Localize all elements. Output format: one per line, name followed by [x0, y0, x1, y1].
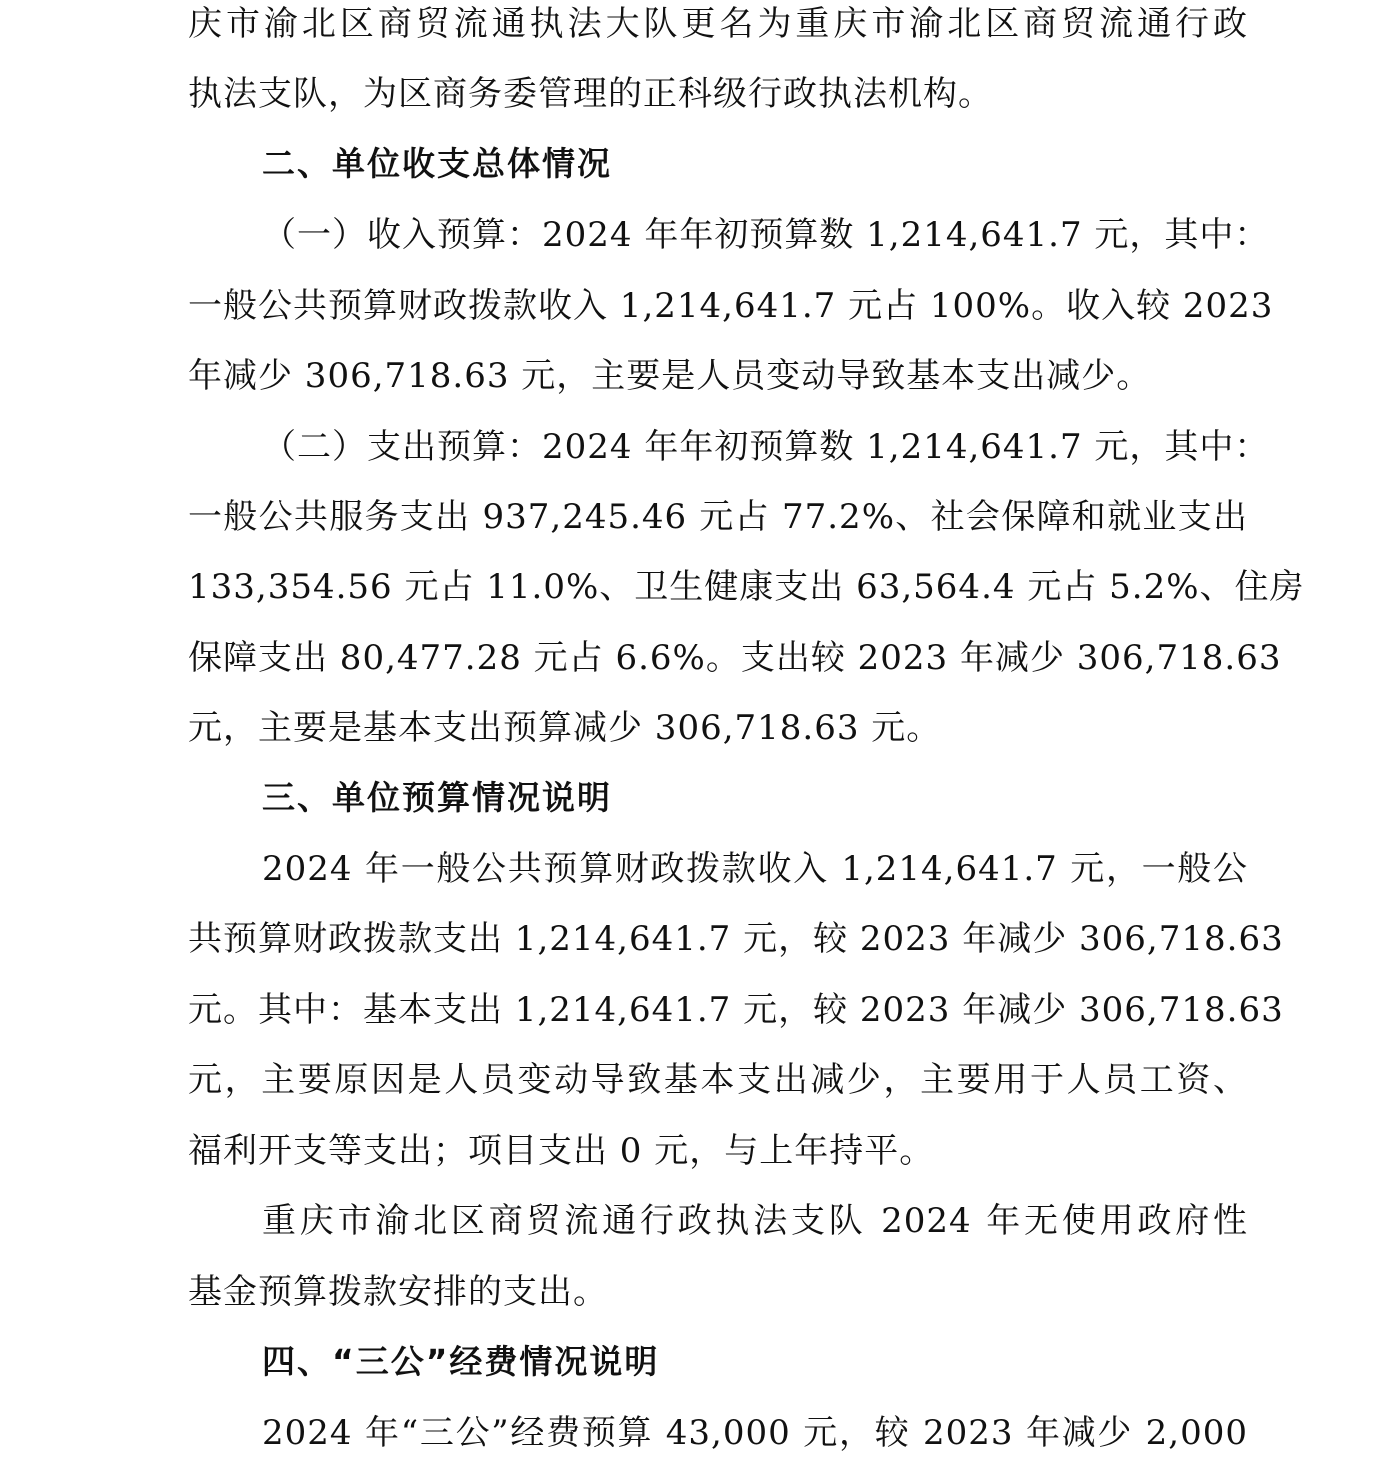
general-budget-line-3: 元。其中：基本支出 1,214,641.7 元，较 2023 年减少 306,718.63	[188, 990, 1284, 1030]
general-budget-line-5: 福利开支等支出；项目支出 0 元，与上年持平。	[188, 1131, 935, 1171]
section-2-heading: 二、单位收支总体情况	[262, 144, 612, 183]
income-line-1: （一）收入预算：2024 年年初预算数 1,214,641.7 元，其中：	[262, 215, 1270, 255]
expense-line-1: （二）支出预算：2024 年年初预算数 1,214,641.7 元，其中：	[262, 427, 1270, 467]
general-budget-line-2: 共预算财政拨款支出 1,214,641.7 元，较 2023 年减少 306,718.63	[188, 919, 1284, 959]
section-3-heading: 三、单位预算情况说明	[262, 778, 612, 817]
income-line-3: 年减少 306,718.63 元，主要是人员变动导致基本支出减少。	[188, 356, 1152, 396]
intro-line-1: 庆市渝北区商贸流通执法大队更名为重庆市渝北区商贸流通行政	[188, 4, 1248, 44]
general-budget-line-1: 2024 年一般公共预算财政拨款收入 1,214,641.7 元，一般公	[262, 849, 1248, 889]
expense-line-4: 保障支出 80,477.28 元占 6.6%。支出较 2023 年减少 306,718.63	[188, 638, 1282, 678]
section-4-heading: 四、“三公”经费情况说明	[262, 1342, 660, 1381]
three-public-line-1: 2024 年“三公”经费预算 43,000 元，较 2023 年减少 2,000	[262, 1413, 1248, 1453]
fund-line-2: 基金预算拨款安排的支出。	[188, 1272, 608, 1312]
expense-line-5: 元，主要是基本支出预算减少 306,718.63 元。	[188, 708, 942, 748]
expense-line-3: 133,354.56 元占 11.0%、卫生健康支出 63,564.4 元占 5.2%、住房	[188, 567, 1305, 607]
income-line-2: 一般公共预算财政拨款收入 1,214,641.7 元占 100%。收入较 2023	[188, 286, 1274, 326]
fund-line-1: 重庆市渝北区商贸流通行政执法支队 2024 年无使用政府性	[262, 1201, 1248, 1241]
expense-line-2: 一般公共服务支出 937,245.46 元占 77.2%、社会保障和就业支出	[188, 497, 1248, 537]
general-budget-line-4: 元，主要原因是人员变动导致基本支出减少，主要用于人员工资、	[188, 1060, 1248, 1100]
intro-line-2: 执法支队，为区商务委管理的正科级行政执法机构。	[188, 74, 993, 114]
